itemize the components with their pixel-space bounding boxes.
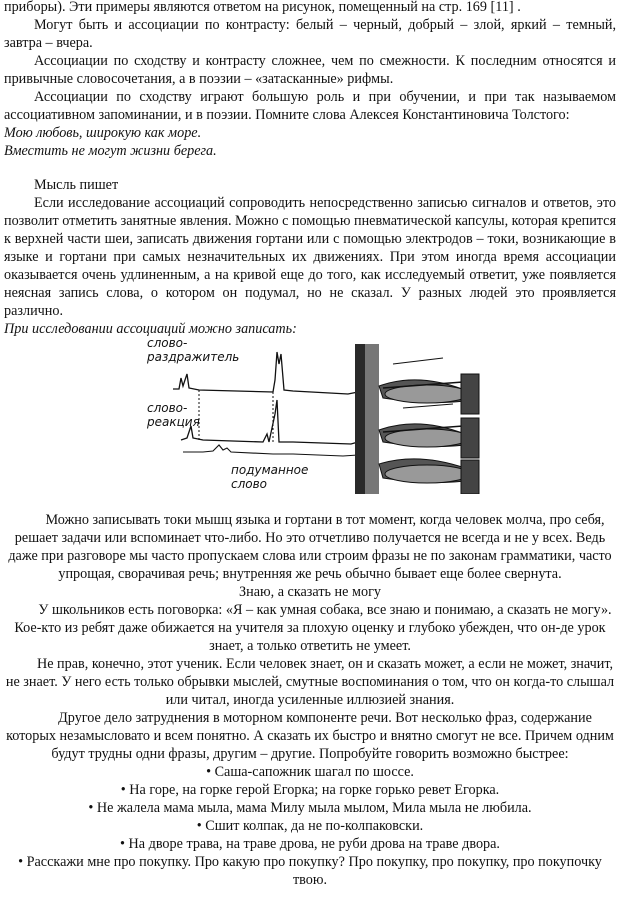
section-heading: Знаю, а сказать не могу bbox=[239, 584, 381, 600]
paragraph: приборы). Эти примеры являются ответом на рисунок, помещенный на стр. 169 [11] . bbox=[4, 0, 521, 15]
poem-line: Мою любовь, широкую как море. bbox=[4, 125, 202, 141]
paragraph: Можно записывать токи мышц языка и гортани в тот момент, когда человек молча, про себя, решает задачи или вспоминает что-либо. Но это отчетливо получается не всегда и не у всех. Ведь даже при разговоре мы часто пропускаем слова или строим фразы не по законам грамматики, часто упрощая, сворачивая речь; внутренняя же речь обычно бывает еще более свернута. bbox=[8, 512, 612, 582]
paragraph: Если исследование ассоциаций сопроводить непосредственно записью сигналов и ответов, это позволит отметить занятные явления. Можно с помощью пневматической капсулы, которая крепится к верхней части шеи, записать движения гортани или с помощью электродов – токи, возникающие в языке и гортани при самых незначительных их движениях. При этом иногда время ассоциации оказывается очень удлиненным, а на кривой еще до того, как исследуемый ответит, уже появляется неясная запись слова, о котором он подумал, но не сказал. У разных людей это проявляется различно. bbox=[4, 195, 616, 319]
response-trace bbox=[181, 400, 358, 444]
recorder-lower bbox=[379, 459, 479, 494]
label-response-1: слово- bbox=[147, 401, 188, 415]
list-item: • На горе, на горке герой Егорка; на горке горько ревет Егорка. bbox=[120, 782, 500, 798]
list-item: • Сшит колпак, да не по-колпаковски. bbox=[196, 818, 424, 834]
recorder-middle bbox=[379, 418, 479, 458]
recording-diagram bbox=[143, 334, 483, 494]
poem-line: Вместить не могут жизни берега. bbox=[4, 143, 217, 159]
drum-shade bbox=[365, 344, 379, 494]
drum-edge bbox=[355, 344, 365, 494]
top-text-block bbox=[4, 0, 616, 160]
label-thought-2: слово bbox=[231, 477, 268, 491]
list-item: • На дворе трава, на траве дрова, не руби дрова на траве двора. bbox=[120, 836, 500, 852]
association-recording-figure bbox=[143, 334, 483, 494]
paragraph: Ассоциации по сходству играют большую роль и при обучении, и при так называемом ассоциативном запоминании, и в поэзии. Помните слова Алексея Константиновича Толстого: bbox=[4, 89, 616, 123]
section-heading: Мысль пишет bbox=[34, 177, 119, 193]
figure-caption: При исследовании ассоциаций можно записать: bbox=[4, 321, 297, 337]
paragraph: Ассоциации по сходству и контрасту сложнее, чем по смежности. К последним относятся и привычные словосочетания, а в поэзии – «затасканные» рифмы. bbox=[4, 53, 616, 87]
section-mysl-pishet bbox=[4, 176, 616, 338]
label-response-2: реакция bbox=[147, 415, 200, 429]
paragraph: У школьников есть поговорка: «Я – как умная собака, все знаю и понимаю, а сказать не могу». Кое-кто из ребят даже обижается на учителя за плохую оценку и глубоко убежден, что он-де урок знает, а только ответить не умеет. bbox=[14, 602, 612, 654]
paragraph: Не прав, конечно, этот ученик. Если человек знает, он и сказать может, а если не может, значит, не знает. У него есть только обрывки мыслей, смутные воспоминания о том, что он когда-то слышал или читал, иногда усиленные иллюзией знания. bbox=[5, 656, 615, 708]
bottom-text-block bbox=[4, 511, 616, 889]
paragraph: Могут быть и ассоциации по контрасту: белый – черный, добрый – злой, яркий – темный, завтра – вчера. bbox=[4, 17, 616, 51]
list-item: • Расскажи мне про покупку. Про какую про покупку? Про покупку, про покупку, про покупочку твою. bbox=[18, 854, 602, 888]
stylus-arm bbox=[403, 404, 453, 408]
stylus-arm bbox=[393, 358, 443, 364]
thought-trace bbox=[183, 445, 358, 456]
paragraph: Другое дело затруднения в моторном компоненте речи. Вот несколько фраз, содержание которых незамысловато и всем понятно. А сказать их быстро и внятно смогут не все. Причем одним будут трудны одни фразы, другим – другие. Попробуйте говорить возможно быстрее: bbox=[6, 710, 614, 762]
label-thought-1: подуманное bbox=[231, 463, 309, 477]
recorder-upper bbox=[379, 374, 479, 414]
list-item: • Саша-сапожник шагал по шоссе. bbox=[206, 764, 414, 780]
label-stimulus-1: слово- bbox=[147, 336, 188, 350]
label-stimulus-2: раздражитель bbox=[147, 350, 240, 364]
list-item: • Не жалела мама мыла, мама Милу мыла мылом, Мила мыла не любила. bbox=[88, 800, 532, 816]
